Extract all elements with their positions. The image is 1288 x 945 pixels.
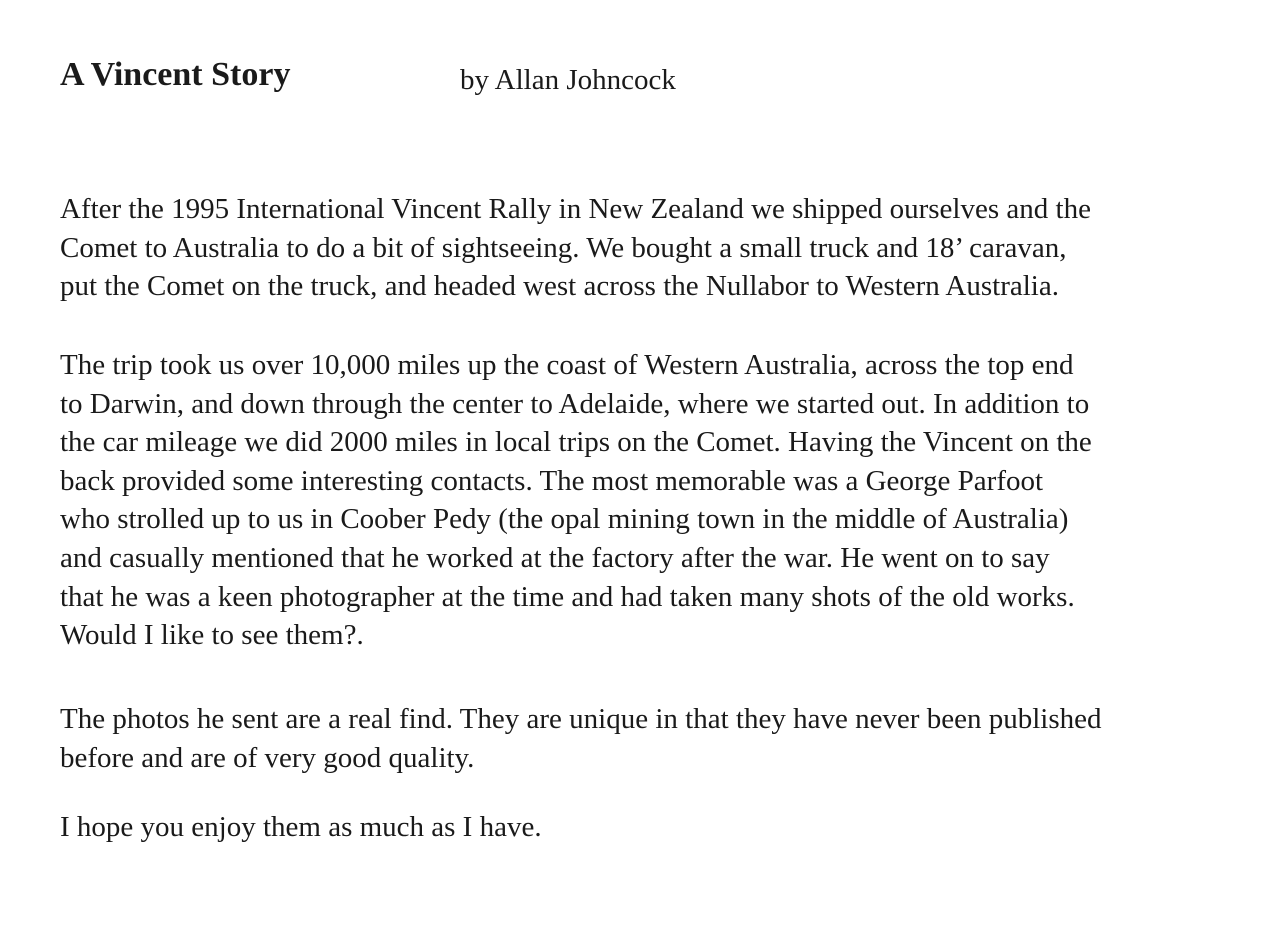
paragraph-line: that he was a keen photographer at the time and had taken many shots of the old works. bbox=[60, 580, 1075, 613]
document-title: A Vincent Story bbox=[60, 56, 291, 93]
paragraph-line: Comet to Australia to do a bit of sightseeing. We bought a small truck and 18’ caravan, bbox=[60, 231, 1067, 264]
paragraph-line: The photos he sent are a real find. They are unique in that they have never been published bbox=[60, 703, 1102, 735]
paragraph-line: The trip took us over 10,000 miles up the coast of Western Australia, across the top end bbox=[60, 349, 1074, 381]
paragraph-line: and casually mentioned that he worked at the factory after the war. He went on to say bbox=[60, 541, 1050, 574]
paragraph-1 bbox=[60, 190, 1091, 306]
paragraph-line: to Darwin, and down through the center to Adelaide, where we started out. In addition to bbox=[60, 387, 1090, 420]
paragraph-line: back provided some interesting contacts. The most memorable was a George Parfoot bbox=[60, 464, 1044, 497]
paragraph-3 bbox=[60, 700, 1101, 777]
document-byline: by Allan Johncock bbox=[460, 64, 676, 96]
paragraph-4 bbox=[60, 808, 542, 847]
paragraph-line: Would I like to see them?. bbox=[60, 619, 364, 652]
paragraph-line: put the Comet on the truck, and headed west across the Nullabor to Western Australia. bbox=[60, 270, 1059, 303]
paragraph-line: After the 1995 International Vincent Rally in New Zealand we shipped ourselves and the bbox=[60, 193, 1091, 225]
paragraph-line: who strolled up to us in Coober Pedy (the opal mining town in the middle of Australia) bbox=[60, 503, 1069, 536]
paragraph-line: I hope you enjoy them as much as I have. bbox=[60, 811, 542, 843]
paragraph-line: the car mileage we did 2000 miles in local trips on the Comet. Having the Vincent on the bbox=[60, 426, 1092, 459]
paragraph-2 bbox=[60, 346, 1092, 655]
paragraph-line: before and are of very good quality. bbox=[60, 741, 475, 774]
